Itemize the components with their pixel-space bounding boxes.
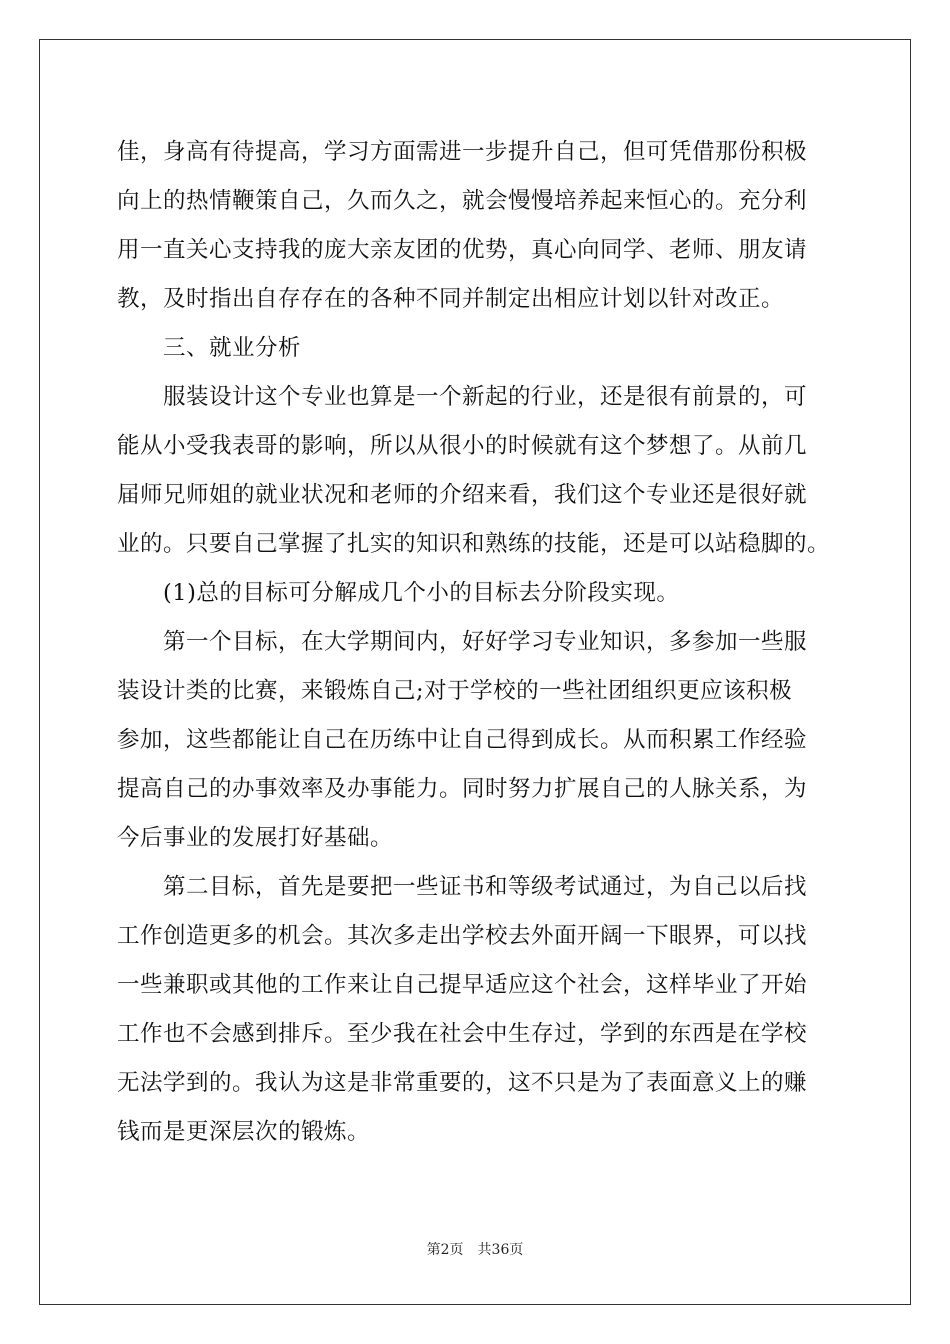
text-line: 向上的热情鞭策自己，久而久之，就会慢慢培养起来恒心的。充分利 (117, 188, 808, 214)
text-line: 一些兼职或其他的工作来让自己提早适应这个社会，这样毕业了开始 (117, 972, 808, 998)
text-line: 工作也不会感到排斥。至少我在社会中生存过，学到的东西是在学校 (117, 1021, 808, 1047)
text-line: 提高自己的办事效率及办事能力。同时努力扩展自己的人脉关系，为 (117, 776, 808, 802)
text-line: 装设计类的比赛，来锻炼自己;对于学校的一些社团组织更应该积极 (117, 678, 793, 704)
text-line: 用一直关心支持我的庞大亲友团的优势，真心向同学、老师、朋友请 (117, 237, 808, 263)
text-line: 钱而是更深层次的锻炼。 (117, 1119, 371, 1145)
text-line: 第二目标，首先是要把一些证书和等级考试通过，为自己以后找 (163, 874, 808, 900)
text-line: 工作创造更多的机会。其次多走出学校去外面开阔一下眼界，可以找 (117, 923, 808, 949)
text-line: 届师兄师姐的就业状况和老师的介绍来看，我们这个专业还是很好就 (117, 482, 808, 508)
text-line: 参加，这些都能让自己在历练中让自己得到成长。从而积累工作经验 (117, 727, 808, 753)
text-line: 无法学到的。我认为这是非常重要的，这不只是为了表面意义上的赚 (117, 1070, 808, 1096)
section-heading: 三、就业分析 (163, 335, 302, 361)
document-body (117, 128, 837, 1157)
text-line: 能从小受我表哥的影响，所以从很小的时候就有这个梦想了。从前几 (117, 433, 808, 459)
text-line: 第一个目标，在大学期间内，好好学习专业知识，多参加一些服 (163, 629, 808, 655)
text-line: 教，及时指出自存存在的各种不同并制定出相应计划以针对改正。 (117, 286, 785, 312)
text-line: (1)总的目标可分解成几个小的目标去分阶段实现。 (163, 580, 680, 606)
text-line: 今后事业的发展打好基础。 (117, 825, 394, 851)
text-line: 服装设计这个专业也算是一个新起的行业，还是很有前景的，可 (163, 384, 808, 410)
text-line: 业的。只要自己掌握了扎实的知识和熟练的技能，还是可以站稳脚的。 (117, 531, 831, 557)
text-line: 佳，身高有待提高，学习方面需进一步提升自己，但可凭借那份积极 (117, 139, 808, 165)
page-footer: 第2页 共36页 (426, 1242, 524, 1258)
